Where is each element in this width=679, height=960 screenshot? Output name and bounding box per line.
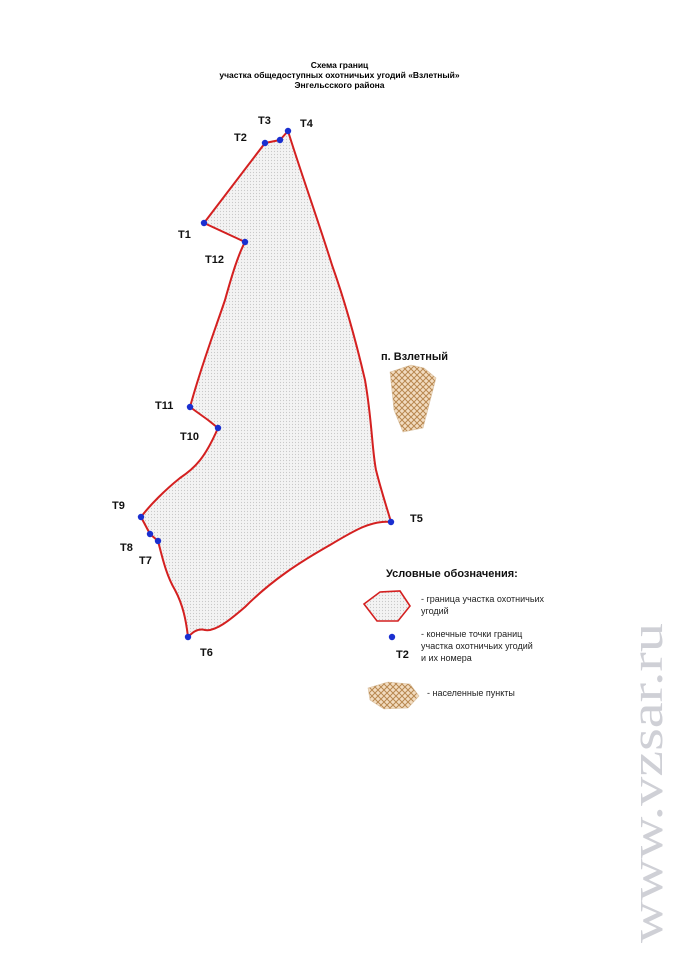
legend-point-symbol — [389, 634, 395, 640]
legend-settlements-text — [427, 687, 515, 699]
legend-boundary-symbol — [364, 591, 410, 621]
point-t9-label: T9 — [112, 500, 125, 512]
point-t12-label: T12 — [205, 254, 224, 266]
point-t8-marker — [147, 531, 153, 537]
legend-settlement-symbol — [368, 682, 419, 709]
point-t10-marker — [215, 425, 221, 431]
point-t7-marker — [155, 538, 161, 544]
legend-points-line-1: - конечные точки границ — [421, 629, 523, 639]
hunting-area-boundary — [141, 131, 391, 637]
title-line-1: Схема границ — [310, 60, 369, 70]
legend-points-line-3: и их номера — [421, 653, 472, 663]
point-t10-label: T10 — [180, 431, 199, 443]
point-t3-label: T3 — [258, 115, 271, 127]
point-t1-marker — [201, 220, 207, 226]
legend-point-sample-label: T2 — [396, 649, 409, 661]
legend-points-line-2: участка охотничьих угодий — [421, 641, 533, 651]
settlement-vzletny-area — [390, 365, 436, 432]
legend-boundary-line-1: - граница участка охотничьих — [421, 594, 545, 604]
settlement-vzletny-label: п. Взлетный — [381, 351, 449, 363]
legend-boundary-line-2: угодий — [421, 606, 449, 616]
point-t5-marker — [388, 519, 394, 525]
point-t12-marker — [242, 239, 248, 245]
legend-boundary-text — [421, 593, 544, 617]
point-t4-label: T4 — [300, 118, 313, 130]
point-t6-marker — [185, 634, 191, 640]
legend-title: Условные обозначения: — [386, 568, 518, 580]
title-line-2: участка общедоступных охотничьих угодий «Взлетный» — [219, 70, 460, 80]
point-t1-label: T1 — [178, 229, 191, 241]
point-t8-label: T8 — [120, 542, 133, 554]
point-t9-marker — [138, 514, 144, 520]
legend-settlements-line-1: - населенные пункты — [427, 688, 515, 698]
point-t11-marker — [187, 404, 193, 410]
title-line-3: Энгельсского района — [294, 80, 385, 90]
point-t7-label: T7 — [139, 555, 152, 567]
point-t3-marker — [277, 137, 283, 143]
watermark-text: www.vzsar.ru — [621, 690, 672, 943]
point-t5-label: T5 — [410, 513, 423, 525]
point-t11-label: T11 — [155, 400, 174, 412]
legend-points-text — [421, 628, 533, 664]
point-t4-marker — [285, 128, 291, 134]
point-t6-label: T6 — [200, 647, 213, 659]
point-t2-label: T2 — [234, 132, 247, 144]
watermark — [618, 618, 678, 948]
point-t2-marker — [262, 140, 268, 146]
